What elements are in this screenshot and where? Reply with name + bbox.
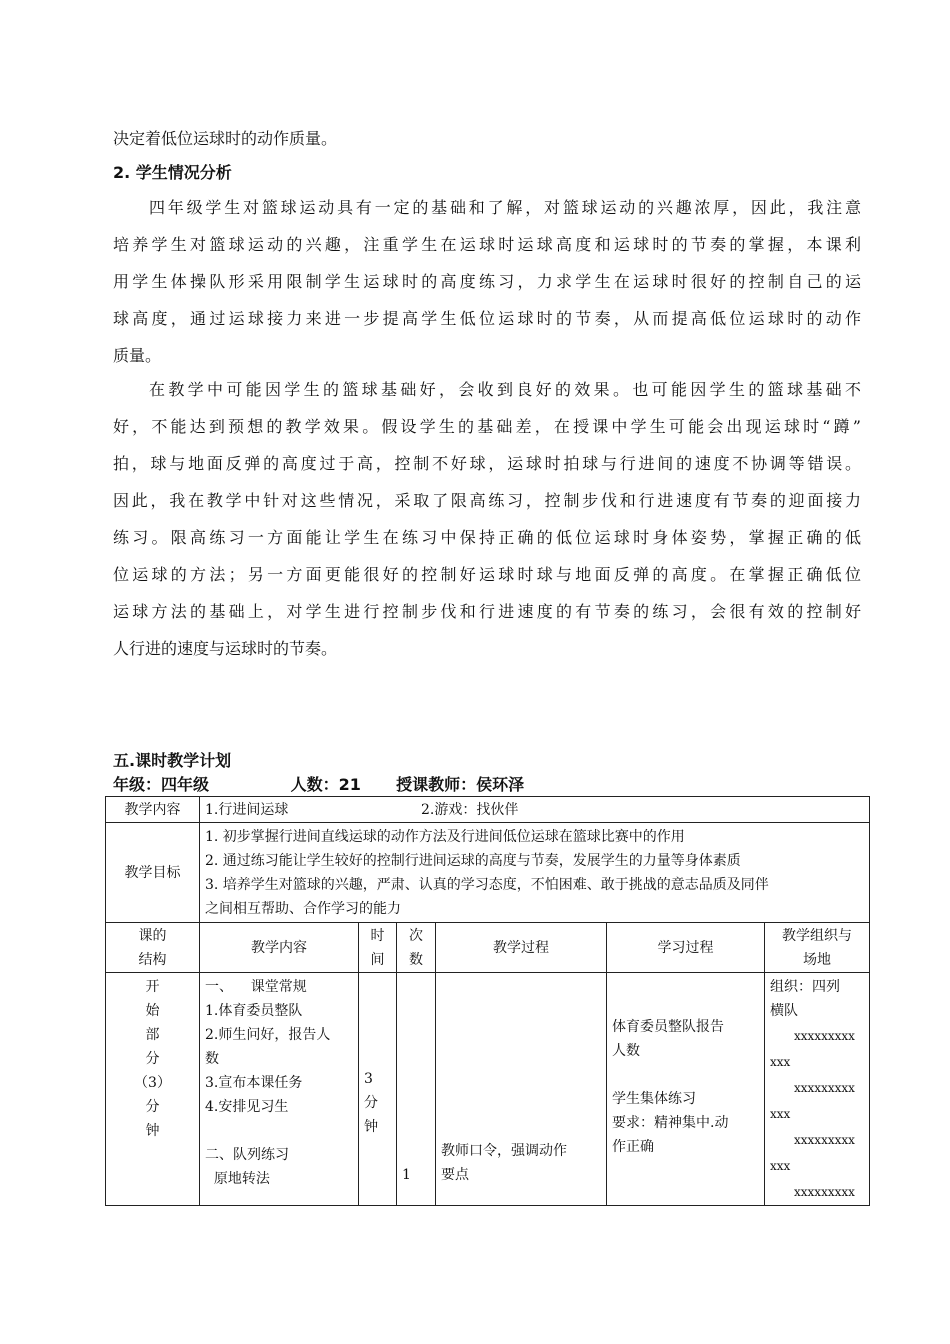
structure-char: 开 bbox=[145, 979, 160, 995]
header-organization bbox=[765, 923, 870, 973]
content-line: 3.宣布本课任务 bbox=[205, 1075, 303, 1091]
text-line: 人行进的速度与运球时的节奏。 bbox=[113, 639, 338, 658]
section2-heading: 2. 学生情况分析 bbox=[113, 163, 232, 182]
learning-line: 要求：精神集中.动 bbox=[612, 1115, 729, 1131]
intro-closing bbox=[113, 120, 861, 157]
learning-line: 学生集体练习 bbox=[612, 1091, 696, 1107]
time-cell bbox=[359, 973, 397, 1206]
text-line: 用学生体操队形采用限制学生运球时的高度练习，力求学生在运球时很好的控制自己的运 bbox=[113, 272, 861, 291]
formation-row: xxxxxxxxx bbox=[794, 1185, 855, 1199]
formation-row: xxx bbox=[770, 1107, 791, 1121]
formation-row: xxxxxxxxx bbox=[794, 1029, 855, 1043]
goal-line: 之间相互帮助、合作学习的能力 bbox=[205, 900, 401, 917]
header-text: 次 bbox=[409, 927, 423, 944]
header-content: 教学内容 bbox=[200, 923, 359, 973]
header-time bbox=[359, 923, 397, 973]
header-structure bbox=[106, 923, 200, 973]
text-line: 在教学中可能因学生的篮球基础好，会收到良好的效果。也可能因学生的篮球基础不 bbox=[149, 380, 861, 399]
header-text: 结构 bbox=[138, 951, 167, 968]
table-row bbox=[106, 823, 870, 923]
header-text: 时 bbox=[370, 927, 385, 944]
structure-char: 始 bbox=[145, 1003, 160, 1019]
header-learning-process: 学习过程 bbox=[607, 923, 765, 973]
text-line: 练习。限高练习一方面能让学生在练习中保持正确的低位运球时身体姿势，掌握正确的低 bbox=[113, 528, 861, 547]
learning-cell bbox=[607, 973, 765, 1206]
content-line: 数 bbox=[205, 1051, 219, 1067]
grade-label: 年级：四年级 bbox=[113, 775, 210, 794]
formation-row: xxx bbox=[770, 1055, 791, 1069]
learning-line: 人数 bbox=[612, 1043, 640, 1059]
lesson-plan-table bbox=[105, 796, 870, 1206]
goals-label: 教学目标 bbox=[106, 823, 200, 923]
content-line: 4.安排见习生 bbox=[205, 1099, 289, 1115]
teaching-cell bbox=[436, 973, 607, 1206]
table-row-start-part bbox=[106, 973, 870, 1206]
content-line: 2.师生问好，报告人 bbox=[205, 1027, 331, 1043]
header-times bbox=[397, 923, 436, 973]
section5-heading: 五.课时教学计划 bbox=[113, 751, 232, 770]
text-line: 四年级学生对篮球运动具有一定的基础和了解，对篮球运动的兴趣浓厚，因此，我注意 bbox=[149, 198, 861, 217]
goal-line: 1. 初步掌握行进间直线运球的动作方法及行进间低位运球在篮球比赛中的作用 bbox=[205, 828, 685, 845]
text-line: 运球方法的基础上，对学生进行控制步伐和行进速度的有节奏的练习，会很有效的控制好 bbox=[113, 602, 861, 621]
times-cell bbox=[397, 973, 436, 1206]
organization-cell bbox=[765, 973, 870, 1206]
structure-char: 分 bbox=[145, 1051, 160, 1067]
text-line: 培养学生对篮球运动的兴趣，注重学生在运球时运球高度和运球时的节奏的掌握，本课利 bbox=[113, 235, 861, 254]
goal-line: 2. 通过练习能让学生较好的控制行进间运球的高度与节奏，发展学生的力量等身体素质 bbox=[205, 852, 741, 869]
learning-line bbox=[612, 1063, 759, 1087]
teaching-line: 教师口令，强调动作 bbox=[441, 1143, 567, 1159]
content-line: 一、 课堂常规 bbox=[205, 979, 307, 995]
content-line: 原地转法 bbox=[205, 1171, 270, 1187]
content-item-2: 2.游戏：找伙伴 bbox=[421, 801, 519, 818]
header-text: 教学组织与 bbox=[782, 927, 853, 944]
table-header-row bbox=[106, 923, 870, 973]
structure-char: （3） bbox=[134, 1075, 171, 1091]
header-text: 场地 bbox=[803, 951, 832, 968]
header-text: 间 bbox=[370, 951, 385, 968]
table-row bbox=[106, 797, 870, 823]
content-item-1: 1.行进间运球 bbox=[205, 801, 289, 818]
formation-row: xxxxxxxxx bbox=[794, 1133, 855, 1147]
structure-char: 钟 bbox=[145, 1123, 160, 1139]
goals-cell bbox=[200, 823, 870, 923]
section2-paragraph2 bbox=[113, 371, 861, 667]
learning-line: 体育委员整队报告 bbox=[612, 1019, 724, 1035]
teacher-name: 授课教师：侯环泽 bbox=[396, 775, 525, 794]
content-cell bbox=[200, 973, 359, 1206]
lesson-meta bbox=[113, 772, 524, 795]
text-line: 质量。 bbox=[113, 346, 162, 365]
learning-line: 作正确 bbox=[612, 1139, 654, 1155]
content-line: 二、队列练习 bbox=[205, 1147, 289, 1163]
goal-line: 3. 培养学生对篮球的兴趣，严肃、认真的学习态度，不怕困难、敢于挑战的意志品质及同伴 bbox=[205, 876, 769, 893]
text-line: 因此，我在教学中针对这些情况，采取了限高练习，控制步伐和行进速度有节奏的迎面接力 bbox=[113, 491, 861, 510]
text-line: 拍，球与地面反弹的高度过于高，控制不好球，运球时拍球与行进间的速度不协调等错误。 bbox=[113, 454, 861, 473]
header-teaching-process: 教学过程 bbox=[436, 923, 607, 973]
time-line: 钟 bbox=[364, 1119, 378, 1135]
text-line: 球高度，通过运球接力来进一步提高学生低位运球时的节奏，从而提高低位运球时的动作 bbox=[113, 309, 861, 328]
time-line: 分 bbox=[364, 1095, 378, 1111]
organization-line: 组织：四列 bbox=[770, 979, 840, 995]
structure-char: 分 bbox=[145, 1099, 160, 1115]
teaching-line: 要点 bbox=[441, 1167, 469, 1183]
text-line: 好，不能达到预想的教学效果。假设学生的基础差，在授课中学生可能会出现运球时“蹲” bbox=[113, 417, 861, 436]
text-line: 位运球的方法；另一方面更能很好的控制好运球时球与地面反弹的高度。在掌握正确低位 bbox=[113, 565, 861, 584]
formation-row: xxxxxxxxx bbox=[794, 1081, 855, 1095]
formation-row: xxx bbox=[770, 1159, 791, 1173]
organization-line: 横队 bbox=[770, 1003, 798, 1019]
content-items bbox=[200, 797, 870, 823]
structure-char: 部 bbox=[145, 1027, 160, 1043]
structure-cell bbox=[106, 973, 200, 1206]
section2-paragraph1 bbox=[113, 189, 861, 374]
student-count: 人数：21 bbox=[290, 775, 361, 794]
text-line: 决定着低位运球时的动作质量。 bbox=[113, 129, 338, 148]
content-line: 1.体育委员整队 bbox=[205, 1003, 303, 1019]
times-value: 1 bbox=[402, 1167, 411, 1183]
content-label: 教学内容 bbox=[106, 797, 200, 823]
header-text: 课的 bbox=[138, 927, 167, 944]
header-text: 数 bbox=[409, 951, 423, 968]
time-line: 3 bbox=[364, 1071, 373, 1087]
content-line bbox=[205, 1119, 353, 1143]
